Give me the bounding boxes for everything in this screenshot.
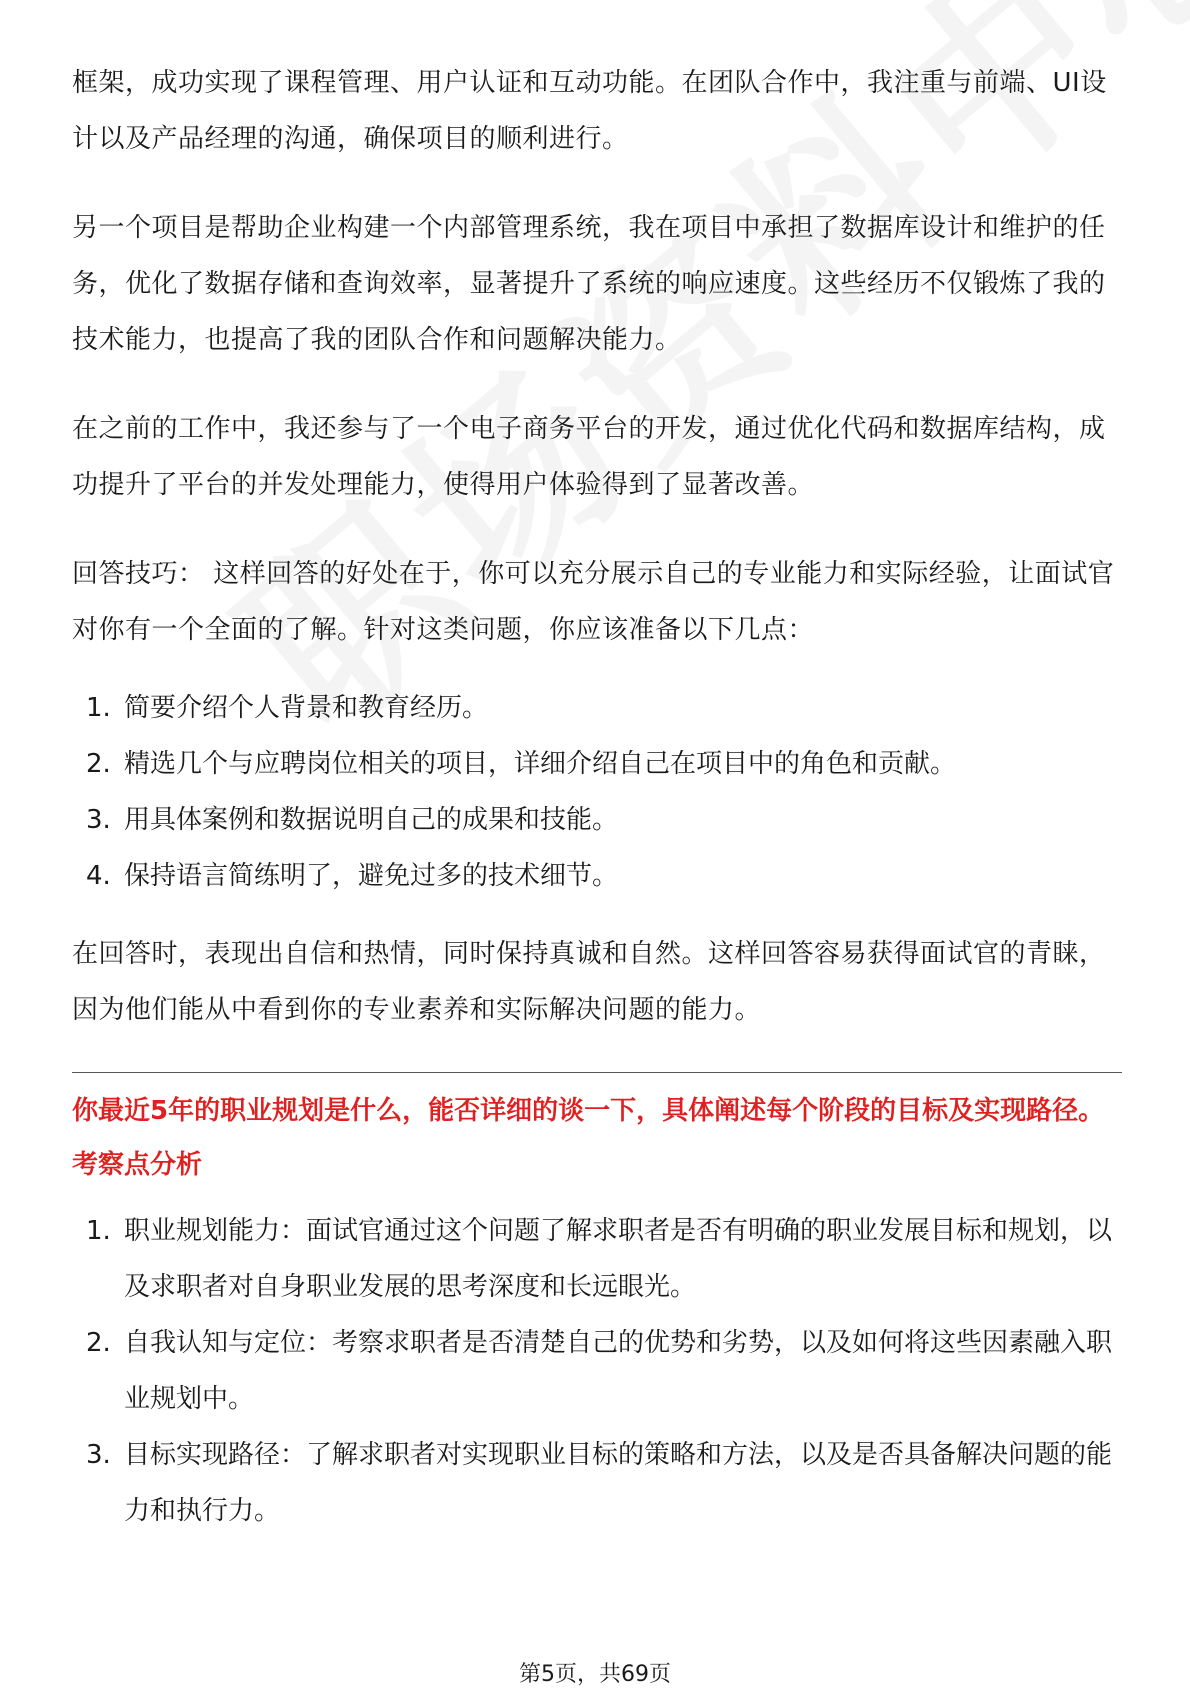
paragraph-closing: 在回答时，表现出自信和热情，同时保持真诚和自然。这样回答容易获得面试官的青睐，因为他们能从中看到你的专业素养和实际解决问题的能力。 (72, 939, 1106, 1025)
list-item: 3. 目标实现路径：了解求职者对实现职业目标的策略和方法，以及是否具备解决问题的能力和执行力。 (86, 1440, 1113, 1526)
analysis-list (72, 1203, 1122, 1539)
page-number: 第5页，共69页 (519, 1662, 671, 1687)
paragraph-project-course: 框架，成功实现了课程管理、用户认证和互动功能。在团队合作中，我注重与前端、UI设计以及产品经理的沟通，确保项目的顺利进行。 (72, 68, 1107, 154)
list-item: 2. 自我认知与定位：考察求职者是否清楚自己的优势和劣势，以及如何将这些因素融入职业规划中。 (86, 1328, 1113, 1414)
list-item: 1. 职业规划能力：面试官通过这个问题了解求职者是否有明确的职业发展目标和规划，以及求职者对自身职业发展的思考深度和长远眼光。 (86, 1216, 1113, 1302)
section-divider (72, 1072, 1122, 1073)
list-item: 1. 简要介绍个人背景和教育经历。 (86, 693, 489, 723)
question-title: 你最近5年的职业规划是什么，能否详细的谈一下，具体阐述每个阶段的目标及实现路径。 (72, 1096, 1105, 1126)
paragraph-answer-tips: 回答技巧： 这样回答的好处在于，你可以充分展示自己的专业能力和实际经验，让面试官对你有一个全面的了解。针对这类问题，你应该准备以下几点： (72, 559, 1115, 645)
analysis-heading: 考察点分析 (72, 1150, 203, 1180)
tips-list (72, 680, 1122, 904)
list-item: 4. 保持语言简练明了，避免过多的技术细节。 (86, 861, 619, 891)
list-item: 2. 精选几个与应聘岗位相关的项目，详细介绍自己在项目中的角色和贡献。 (86, 749, 957, 779)
list-item: 3. 用具体案例和数据说明自己的成果和技能。 (86, 805, 619, 835)
paragraph-project-ecommerce: 在之前的工作中，我还参与了一个电子商务平台的开发，通过优化代码和数据库结构，成功提升了平台的并发处理能力，使得用户体验得到了显著改善。 (72, 414, 1106, 500)
paragraph-project-internal-system: 另一个项目是帮助企业构建一个内部管理系统，我在项目中承担了数据库设计和维护的任务，优化了数据存储和查询效率，显著提升了系统的响应速度。这些经历不仅锻炼了我的技术能力，也提高了我的团队合作和问题解决能力。 (72, 213, 1106, 355)
page-content (72, 55, 1122, 1539)
